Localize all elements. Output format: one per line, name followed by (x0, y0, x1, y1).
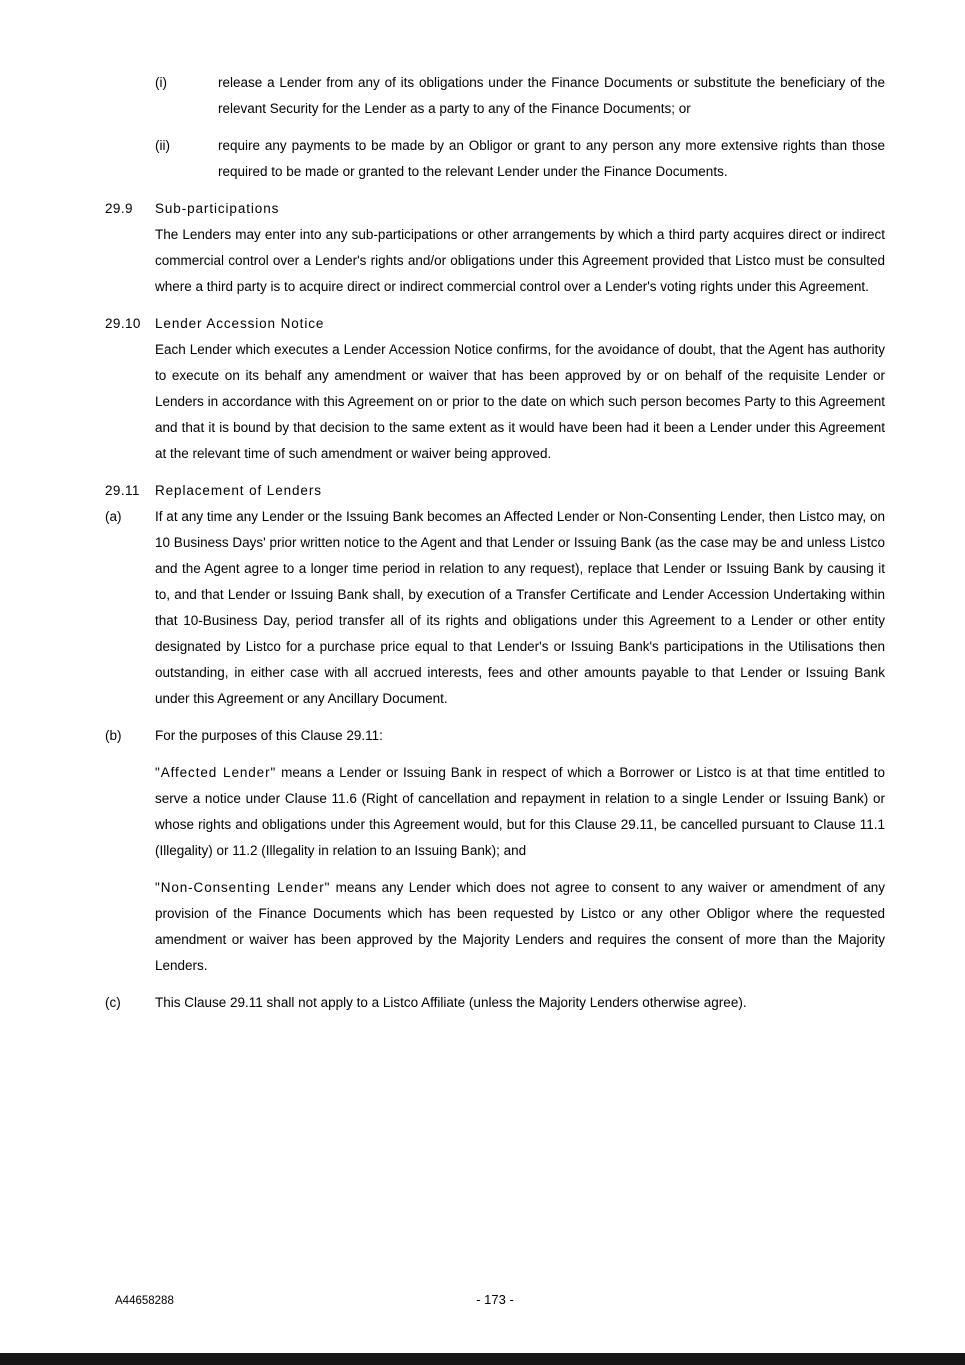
section-number: 29.11 (105, 483, 140, 498)
paragraph: This Clause 29.11 shall not apply to a Listco Affiliate (unless the Majority Lenders otherwise agree). (155, 995, 747, 1010)
scan-edge-bar (0, 1353, 965, 1365)
clause-body (155, 723, 885, 979)
section-body-29-9: The Lenders may enter into any sub-participations or other arrangements by which a third party acquires direct or indirect commercial control over a Lender's rights and/or obligations under this Agreement provided that Listco must be consulted where a third party is to acquire direct or indirect commercial control over a Lender's voting rights under this Agreement. (155, 227, 885, 294)
list-item-ii (105, 133, 885, 185)
paragraph: If at any time any Lender or the Issuing Bank becomes an Affected Lender or Non-Consenting Lender, then Listco may, on 10 Business Days' prior written notice to the Agent and that Lender or Issuing Bank (as the case may be and unless Listco and the Agent agree to a longer time period in relation to any request), replace that Lender or Issuing Bank by causing it to, and that Lender or Issuing Bank shall, by execution of a Transfer Certificate and Lender Accession Undertaking within that 10-Business Day, period transfer all of its rights and obligations under this Agreement to a Lender or other entity designated by Listco for a purchase price equal to that Lender's or Issuing Bank's participations in the Utilisations then outstanding, in either case with all accrued interests, fees and other amounts payable to that Lender or Issuing Bank under this Agreement or any Ancillary Document. (155, 509, 885, 706)
list-marker: (i) (155, 75, 167, 90)
section-number: 29.9 (105, 201, 133, 216)
page-number: - 173 - (476, 1292, 514, 1307)
paragraph-definition-non-consenting-lender (155, 875, 885, 979)
paragraph: For the purposes of this Clause 29.11: (155, 728, 383, 743)
clause-body (155, 990, 885, 1016)
clause-body (155, 504, 885, 712)
list-marker: (ii) (155, 138, 170, 153)
section-number: 29.10 (105, 316, 141, 331)
section-title: Replacement of Lenders (155, 483, 322, 498)
clause-marker: (a) (105, 509, 122, 524)
clause-marker: (b) (105, 728, 122, 743)
defined-term: "Affected Lender" (155, 765, 277, 780)
list-item-body (218, 133, 885, 185)
clause-c (105, 990, 885, 1016)
list-item-body (218, 70, 885, 122)
section-body-29-10: Each Lender which executes a Lender Accession Notice confirms, for the avoidance of doubt, that the Agent has authority to execute on its behalf any amendment or waiver that has been approved by or on behalf of the requisite Lender or Lenders in accordance with this Agreement on or prior to the date on which such person becomes Party to this Agreement and that it is bound by that decision to the same extent as it would have been had it been a Lender under this Agreement at the relevant time of such amendment or waiver being approved. (155, 342, 885, 461)
section-heading-29-9 (105, 196, 885, 222)
definition-text: means any Lender which does not agree to consent to any waiver or amendment of any provision of the Finance Documents which has been requested by Listco or any other Obligor where the requested amendment or waiver has been approved by the Majority Lenders and requires the consent of more than the Majority Lenders. (155, 880, 885, 973)
page-footer (105, 1292, 885, 1314)
page-content (105, 70, 885, 1027)
section-title: Sub-participations (155, 201, 280, 216)
document-id: A44658288 (115, 1295, 174, 1307)
paragraph-definition-affected-lender (155, 760, 885, 864)
section-heading-29-10 (105, 311, 885, 337)
definition-text: means a Lender or Issuing Bank in respect of which a Borrower or Listco is at that time entitled to serve a notice under Clause 11.6 (Right of cancellation and repayment in relation to a single Lender or Issuing Bank) or whose rights and obligations under this Agreement would, but for this Clause 29.11, be cancelled pursuant to Clause 11.1 (Illegality) or 11.2 (Illegality in relation to an Issuing Bank); and (155, 765, 885, 858)
clause-b (105, 723, 885, 979)
section-heading-29-11 (105, 478, 885, 504)
clause-a (105, 504, 885, 712)
clause-marker: (c) (105, 995, 121, 1010)
paragraph: require any payments to be made by an Obligor or grant to any person any more extensive rights than those required to be made or granted to the relevant Lender under the Finance Documents. (218, 138, 885, 179)
section-title: Lender Accession Notice (155, 316, 325, 331)
paragraph: release a Lender from any of its obligations under the Finance Documents or substitute the beneficiary of the relevant Security for the Lender as a party to any of the Finance Documents; or (218, 75, 885, 116)
list-item-i (105, 70, 885, 122)
defined-term: "Non-Consenting Lender" (155, 880, 331, 895)
